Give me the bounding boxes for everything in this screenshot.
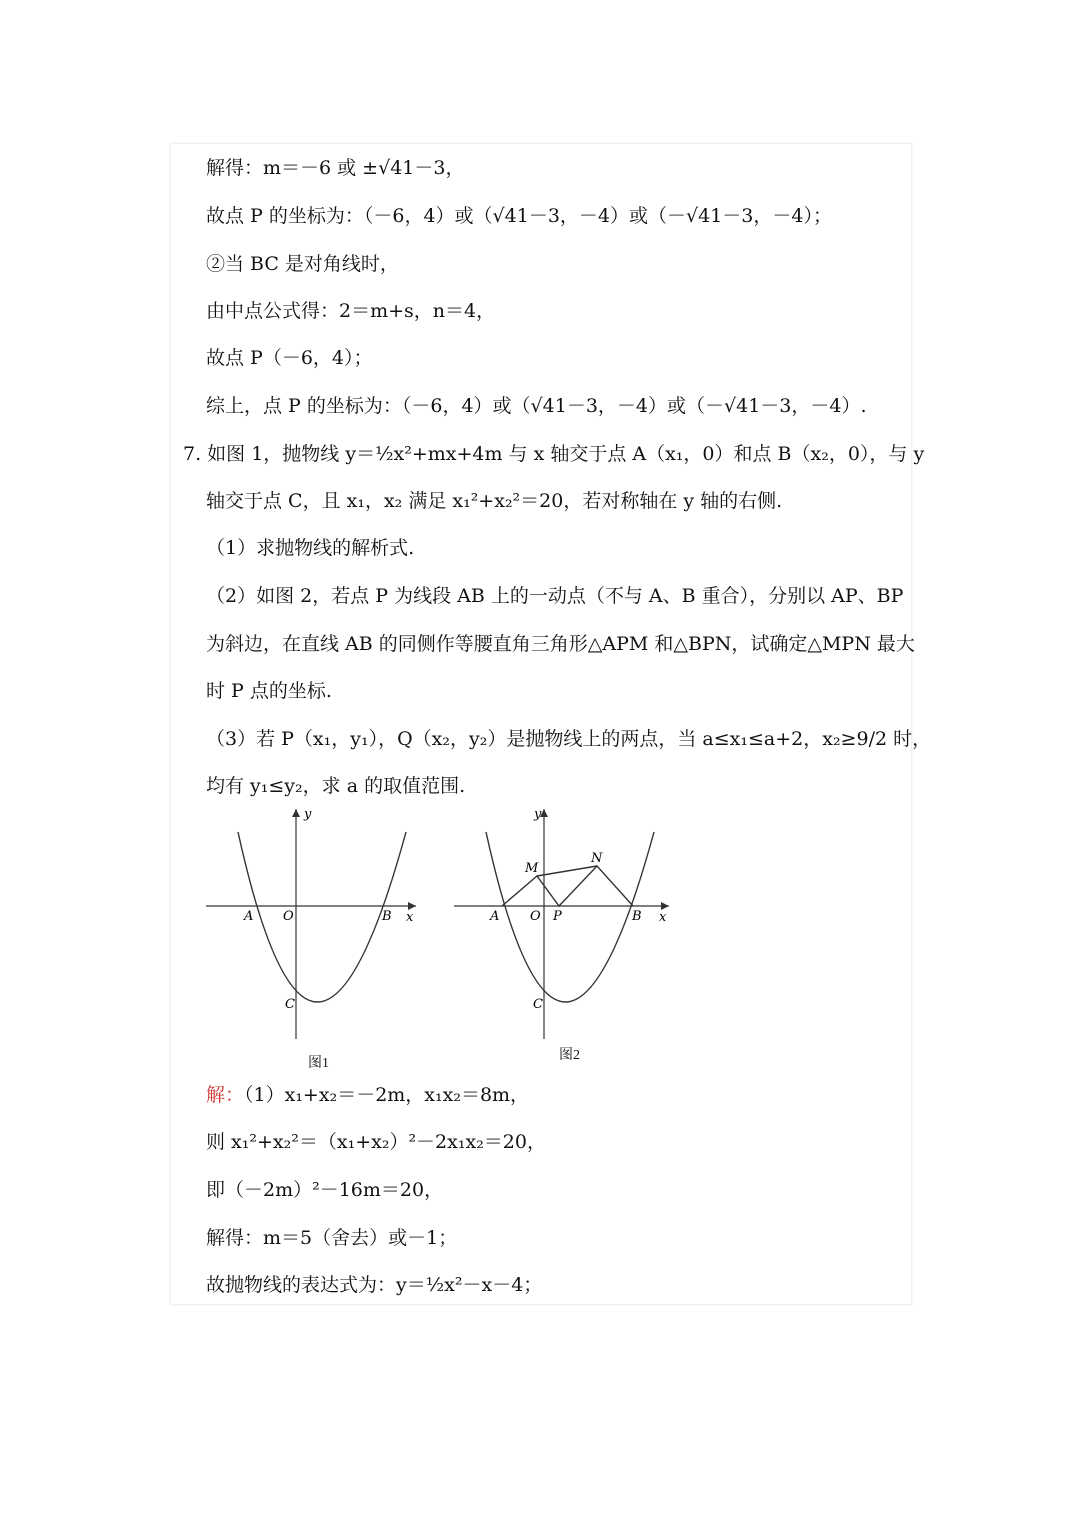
point-c-label: C (285, 997, 295, 1012)
figure-2-graph (449, 804, 674, 1054)
solution-line-5: 故抛物线的表达式为：y＝½x²－x－4； (206, 1274, 543, 1296)
text-line-2: 故点 P 的坐标为：（－6，4）或（√41－3，－4）或（－√41－3，－4）； (206, 205, 832, 227)
origin-label: O (283, 909, 294, 924)
figure-1-caption: 图1 (308, 1056, 329, 1071)
question-7-line-2: 轴交于点 C，且 x₁，x₂ 满足 x₁²+x₂²＝20，若对称轴在 y 轴的右侧. (206, 490, 783, 512)
point-b-label: B (632, 909, 642, 924)
subquestion-2-line-2: 为斜边，在直线 AB 的同侧作等腰直角三角形△APM 和△BPN，试确定△MPN 最大 (206, 633, 915, 655)
text-line-1: 解得：m＝－6 或 ±√41－3， (206, 157, 465, 179)
subquestion-3-line-2: 均有 y₁≤y₂，求 a 的取值范围. (206, 775, 466, 797)
triangles-apm-bpn (502, 866, 633, 906)
point-p-label: P (553, 909, 562, 924)
text-line-4: 由中点公式得：2＝m+s，n＝4， (206, 300, 496, 322)
solution-line-3: 即（－2m）²－16m＝20， (206, 1179, 444, 1201)
x-axis-arrow-icon (661, 902, 669, 910)
solution-label: 解： (206, 1084, 245, 1106)
solution-line-1 (206, 1081, 529, 1109)
point-n-label: N (591, 851, 603, 866)
subquestion-3-line-1: （3）若 P（x₁，y₁），Q（x₂，y₂）是抛物线上的两点，当 a≤x₁≤a+2，x₂≥9/2 时， (206, 728, 932, 750)
figure-1 (201, 804, 421, 1071)
parabola-curve (486, 832, 654, 1002)
solution-line-2: 则 x₁²+x₂²＝（x₁+x₂）²－2x₁x₂＝20， (206, 1131, 546, 1153)
subquestion-2-line-3: 时 P 点的坐标. (206, 680, 332, 702)
x-axis-arrow-icon (408, 902, 416, 910)
solution-line-4: 解得：m＝5（舍去）或－1； (206, 1227, 458, 1249)
point-m-label: M (525, 861, 539, 876)
figure-1-graph (201, 804, 421, 1064)
origin-label: O (530, 909, 541, 924)
subquestion-2-line-1: （2）如图 2，若点 P 为线段 AB 上的一动点（不与 A、B 重合），分别以 AP、BP (206, 585, 904, 607)
text-line-6: 综上，点 P 的坐标为：（－6，4）或（√41－3，－4）或（－√41－3，－4）. (206, 395, 867, 417)
text-line-5: 故点 P（－6，4）； (206, 347, 373, 369)
point-b-label: B (382, 909, 392, 924)
x-label: x (659, 910, 667, 925)
question-7-line-1: 7. 如图 1，抛物线 y＝½x²+mx+4m 与 x 轴交于点 A（x₁，0）和点 B（x₂，0），与 y (183, 443, 925, 465)
point-a-label: A (490, 909, 500, 924)
y-label: y (304, 807, 312, 822)
y-label: y (534, 807, 542, 822)
subquestion-1: （1）求抛物线的解析式. (206, 537, 415, 559)
point-a-label: A (244, 909, 254, 924)
y-axis-arrow-icon (292, 809, 300, 817)
figure-2 (449, 804, 674, 1063)
point-c-label: C (533, 997, 543, 1012)
solution-part-1: （1）x₁+x₂＝－2m，x₁x₂＝8m， (244, 1084, 530, 1106)
x-label: x (406, 910, 414, 925)
text-line-3: ②当 BC 是对角线时， (206, 253, 399, 275)
document-page (170, 143, 932, 1305)
parabola-curve (238, 832, 406, 1002)
figure-2-caption: 图2 (559, 1048, 580, 1063)
